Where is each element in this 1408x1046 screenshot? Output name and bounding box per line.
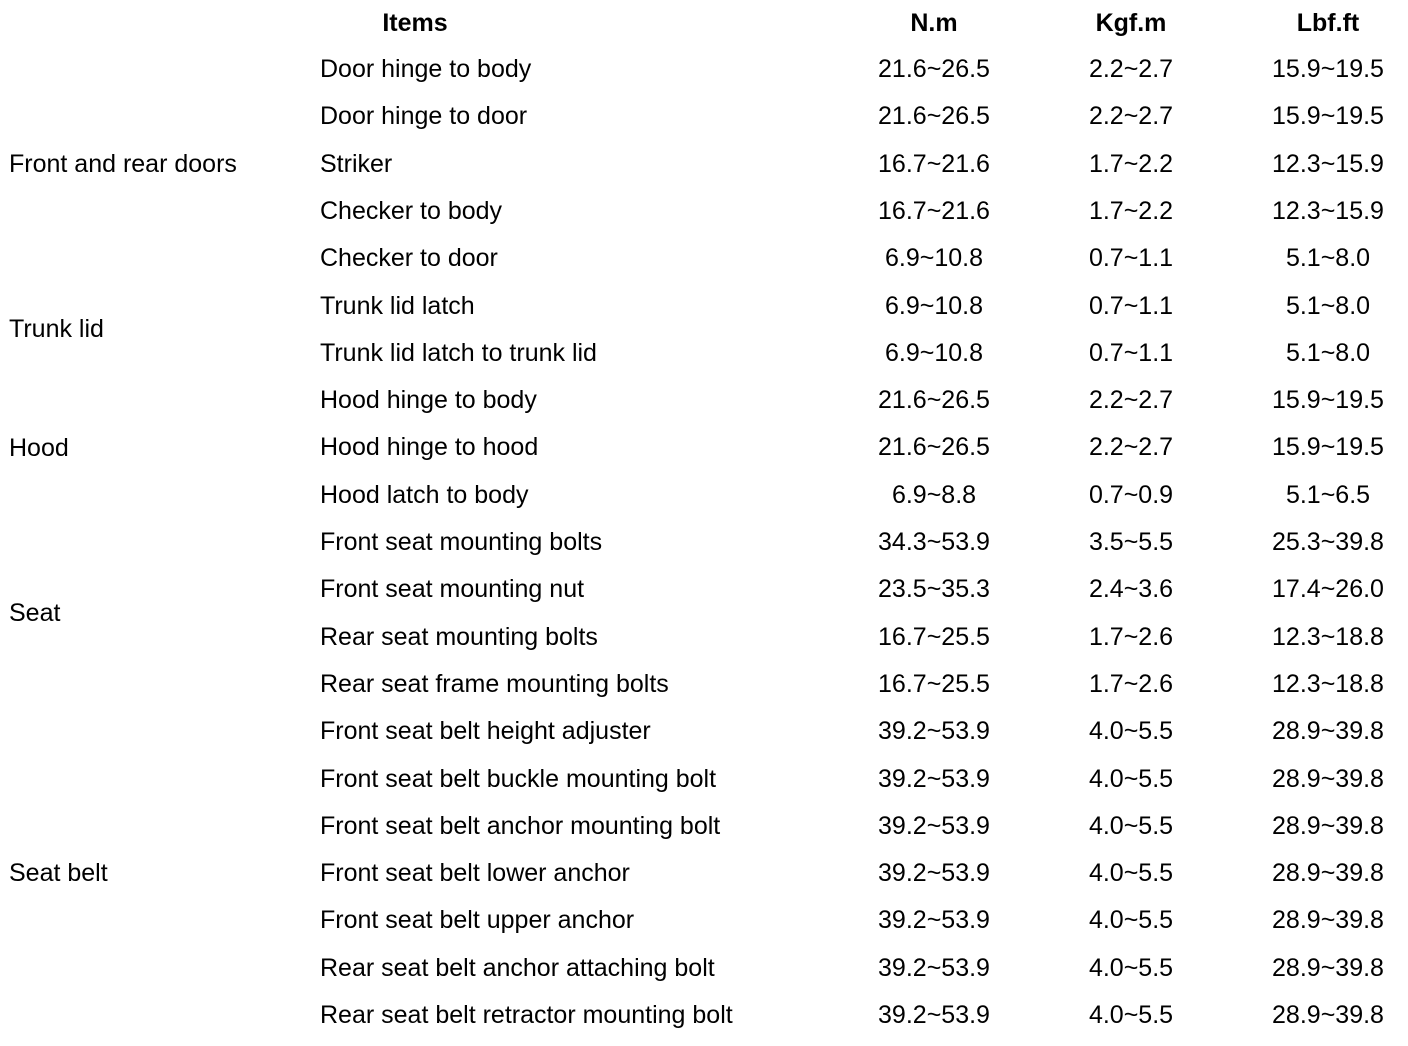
- torque-nm: 21.6~26.5: [878, 433, 990, 462]
- torque-nm: 39.2~53.9: [878, 953, 990, 982]
- table-row: [0, 945, 1408, 992]
- torque-nm: 6.9~10.8: [884, 244, 983, 273]
- torque-nm: 39.2~53.9: [878, 1001, 990, 1029]
- item-name: Front seat belt lower anchor: [320, 859, 630, 888]
- torque-kgfm: 4.0~5.5: [1088, 717, 1174, 746]
- torque-nm: 39.2~53.9: [878, 859, 990, 888]
- table-row: [0, 330, 1408, 377]
- item-name: Checker to door: [320, 244, 498, 273]
- torque-nm: 23.5~35.3: [878, 575, 990, 604]
- table-row: [0, 377, 1408, 424]
- item-name: Front seat belt height adjuster: [320, 717, 651, 746]
- table-row: [0, 519, 1408, 566]
- torque-nm: 21.6~26.5: [878, 102, 990, 131]
- torque-lbfft: 25.3~39.8: [1272, 528, 1384, 556]
- torque-kgfm: 3.5~5.5: [1088, 528, 1174, 556]
- torque-kgfm: 4.0~5.5: [1088, 1001, 1174, 1029]
- item-name: Door hinge to body: [320, 55, 532, 83]
- torque-kgfm: 0.7~0.9: [1088, 480, 1174, 509]
- torque-nm: 34.3~53.9: [878, 528, 990, 556]
- table-row: [0, 424, 1408, 471]
- table-row: [0, 566, 1408, 613]
- torque-kgfm: 2.2~2.7: [1088, 386, 1174, 415]
- item-name: Hood latch to body: [320, 480, 529, 509]
- table-row: [0, 897, 1408, 944]
- item-name: Striker: [320, 149, 393, 178]
- item-name: Rear seat frame mounting bolts: [320, 669, 669, 698]
- torque-kgfm: 0.7~1.1: [1088, 338, 1174, 367]
- group-label-trunk-lid: Trunk lid: [9, 315, 104, 344]
- torque-lbfft: 15.9~19.5: [1272, 433, 1384, 462]
- torque-kgfm: 0.7~1.1: [1088, 291, 1174, 320]
- torque-kgfm: 2.2~2.7: [1088, 102, 1174, 131]
- torque-lbfft: 15.9~19.5: [1272, 386, 1384, 415]
- group-label-seat: Seat: [9, 599, 61, 628]
- group-label-front-and-rear-doors: Front and rear doors: [9, 149, 237, 178]
- torque-lbfft: 15.9~19.5: [1272, 102, 1384, 131]
- torque-nm: 21.6~26.5: [878, 55, 990, 83]
- torque-lbfft: 12.3~18.8: [1272, 622, 1384, 651]
- torque-nm: 39.2~53.9: [878, 811, 990, 840]
- torque-lbfft: 28.9~39.8: [1272, 811, 1384, 840]
- table-row: [0, 46, 1408, 93]
- torque-lbfft: 15.9~19.5: [1272, 55, 1384, 83]
- torque-kgfm: 4.0~5.5: [1088, 859, 1174, 888]
- torque-lbfft: 12.3~18.8: [1272, 669, 1384, 698]
- torque-lbfft: 12.3~15.9: [1272, 196, 1384, 225]
- column-header-items: Items: [382, 9, 448, 37]
- torque-lbfft: 5.1~8.0: [1285, 338, 1371, 367]
- column-header-nm: N.m: [910, 9, 958, 37]
- table-row: [0, 803, 1408, 850]
- torque-lbfft: 28.9~39.8: [1272, 859, 1384, 888]
- item-name: Hood hinge to hood: [320, 433, 539, 462]
- torque-lbfft: 5.1~6.5: [1285, 480, 1371, 509]
- torque-lbfft: 17.4~26.0: [1272, 575, 1384, 604]
- table-row: [0, 661, 1408, 708]
- torque-nm: 39.2~53.9: [878, 764, 990, 793]
- torque-lbfft: 28.9~39.8: [1272, 953, 1384, 982]
- torque-kgfm: 0.7~1.1: [1088, 244, 1174, 273]
- item-name: Rear seat belt retractor mounting bolt: [320, 1001, 733, 1029]
- item-name: Front seat mounting nut: [320, 575, 585, 604]
- torque-lbfft: 5.1~8.0: [1285, 291, 1371, 320]
- torque-nm: 6.9~10.8: [884, 338, 983, 367]
- item-name: Door hinge to door: [320, 102, 528, 131]
- torque-kgfm: 4.0~5.5: [1088, 906, 1174, 935]
- torque-nm: 6.9~10.8: [884, 291, 983, 320]
- torque-nm: 39.2~53.9: [878, 906, 990, 935]
- table-row: [0, 756, 1408, 803]
- item-name: Front seat belt upper anchor: [320, 906, 635, 935]
- table-row: [0, 614, 1408, 661]
- table-row: [0, 283, 1408, 330]
- torque-lbfft: 28.9~39.8: [1272, 906, 1384, 935]
- item-name: Trunk lid latch to trunk lid: [320, 338, 597, 367]
- table-row: [0, 235, 1408, 282]
- torque-kgfm: 4.0~5.5: [1088, 811, 1174, 840]
- table-row: [0, 992, 1408, 1039]
- item-name: Front seat mounting bolts: [320, 528, 603, 556]
- torque-nm: 16.7~25.5: [878, 622, 990, 651]
- torque-lbfft: 12.3~15.9: [1272, 149, 1384, 178]
- torque-kgfm: 1.7~2.2: [1088, 196, 1174, 225]
- table-row: [0, 141, 1408, 188]
- item-name: Front seat belt anchor mounting bolt: [320, 811, 721, 840]
- group-label-seat-belt: Seat belt: [9, 859, 108, 888]
- torque-kgfm: 1.7~2.6: [1088, 622, 1174, 651]
- table-row: [0, 472, 1408, 519]
- torque-kgfm: 4.0~5.5: [1088, 953, 1174, 982]
- torque-nm: 16.7~21.6: [878, 196, 990, 225]
- torque-kgfm: 4.0~5.5: [1088, 764, 1174, 793]
- item-name: Checker to body: [320, 196, 503, 225]
- item-name: Trunk lid latch: [320, 291, 475, 320]
- table-row: [0, 850, 1408, 897]
- torque-kgfm: 1.7~2.2: [1088, 149, 1174, 178]
- torque-lbfft: 28.9~39.8: [1272, 764, 1384, 793]
- torque-nm: 6.9~8.8: [891, 480, 977, 509]
- item-name: Rear seat mounting bolts: [320, 622, 598, 651]
- torque-lbfft: 28.9~39.8: [1272, 717, 1384, 746]
- torque-lbfft: 5.1~8.0: [1285, 244, 1371, 273]
- torque-kgfm: 2.2~2.7: [1088, 55, 1174, 83]
- torque-lbfft: 28.9~39.8: [1272, 1001, 1384, 1029]
- item-name: Front seat belt buckle mounting bolt: [320, 764, 717, 793]
- table-row: [0, 93, 1408, 140]
- group-label-hood: Hood: [9, 433, 69, 462]
- column-header-kgfm: Kgf.m: [1095, 9, 1167, 37]
- torque-nm: 16.7~21.6: [878, 149, 990, 178]
- torque-kgfm: 2.4~3.6: [1088, 575, 1174, 604]
- table-row: [0, 188, 1408, 235]
- table-row: [0, 708, 1408, 755]
- torque-nm: 39.2~53.9: [878, 717, 990, 746]
- item-name: Hood hinge to body: [320, 386, 537, 415]
- torque-nm: 16.7~25.5: [878, 669, 990, 698]
- column-header-lbfft: Lbf.ft: [1296, 9, 1360, 37]
- torque-kgfm: 1.7~2.6: [1088, 669, 1174, 698]
- item-name: Rear seat belt anchor attaching bolt: [320, 953, 715, 982]
- torque-kgfm: 2.2~2.7: [1088, 433, 1174, 462]
- torque-nm: 21.6~26.5: [878, 386, 990, 415]
